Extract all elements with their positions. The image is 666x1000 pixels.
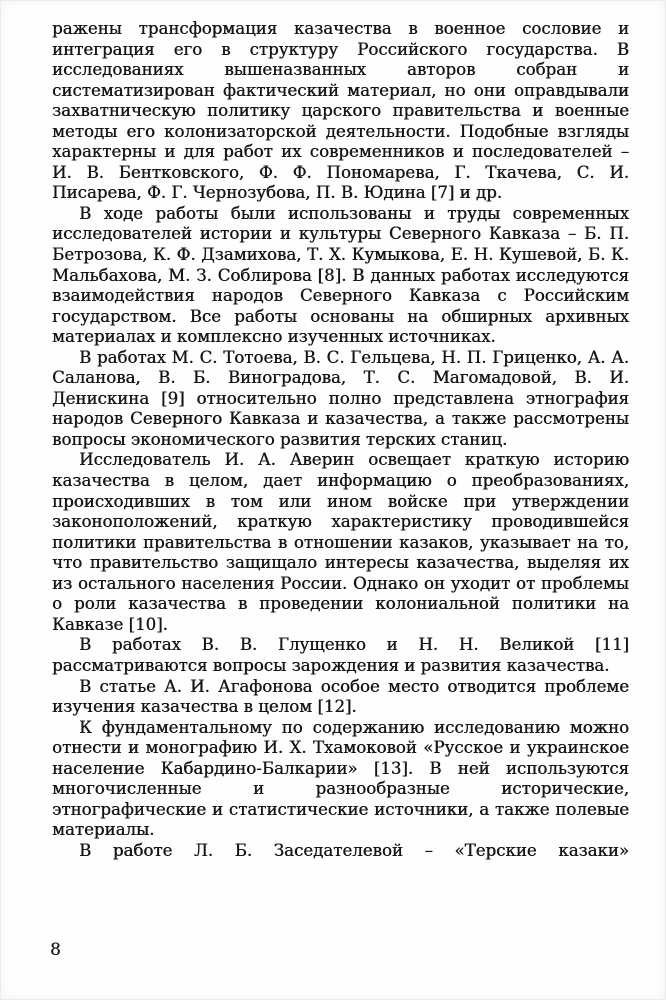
paragraph: В работах М. С. Тотоева, В. С. Гельцева, Н. П. Гриценко, А. А. Саланова, В. Б. Виноградова, Т. С. Магомадовой, В. И. Денискина [9] относительно полно представлена этнография народов Северного Кавказа и казачества, а также рассмотрены вопросы экономического развития терских станиц. [52, 347, 629, 449]
paragraph: В ходе работы были использованы и труды современных исследователей истории и культуры Северного Кавказа – Б. П. Бетрозова, К. Ф. Дзамихова, Т. Х. Кумыкова, Е. Н. Кушевой, Б. К. Мальбахова, М. З. Соблирова [8]. В данных работах исследуются взаимодействия народов Северного Кавказа с Российским государством. Все работы основаны на обширных архивных материалах и комплексно изученных источниках. [52, 203, 629, 347]
paragraph: В статье А. И. Агафонова особое место отводится проблеме изучения казачества в целом [12]. [52, 676, 629, 717]
paragraph-continuation: ражены трансформация казачества в военное сословие и интеграция его в структуру Российского государства. В исследованиях вышеназванных авторов собран и систематизирован фактический материал, но они оправдывали захватническую политику царского правительства и военные методы его колонизаторской деятельности. Подобные взгляды характерны и для работ их современников и последователей – И. В. Бентковского, Ф. Ф. Пономарева, Г. Ткачева, С. И. Писарева, Ф. Г. Чернозубова, П. В. Юдина [7] и др. [52, 19, 629, 203]
page-number: 8 [50, 940, 61, 960]
paragraph-last-line: В работе Л. Б. Заседателевой – «Терские казаки» [79, 840, 629, 860]
paragraph: В работах В. В. Глущенко и Н. Н. Великой [11] рассматриваются вопросы зарождения и развития казачества. [52, 635, 629, 675]
paragraph: Исследователь И. А. Аверин освещает краткую историю казачества в целом, дает информацию о преобразованиях, происходивших в том или ином войске при утверждении законоположений, краткую характеристику проводившейся политики правительства в отношении казаков, указывает на то, что правительство защищало интересы казачества, выделяя их из остального населения России. Однако он уходит от проблемы о роли казачества в проведении колониальной политики на Кавказе [10]. [52, 450, 629, 634]
page-text [52, 19, 629, 861]
paragraph: К фундаментальному по содержанию исследованию можно отнести и монографию И. Х. Тхамоковой «Русское и украинское население Кабардино-Балкарии» [13]. В ней используются многочисленные и разнообразные исторические, этнографические и статистические источники, а также полевые материалы. [52, 717, 629, 840]
